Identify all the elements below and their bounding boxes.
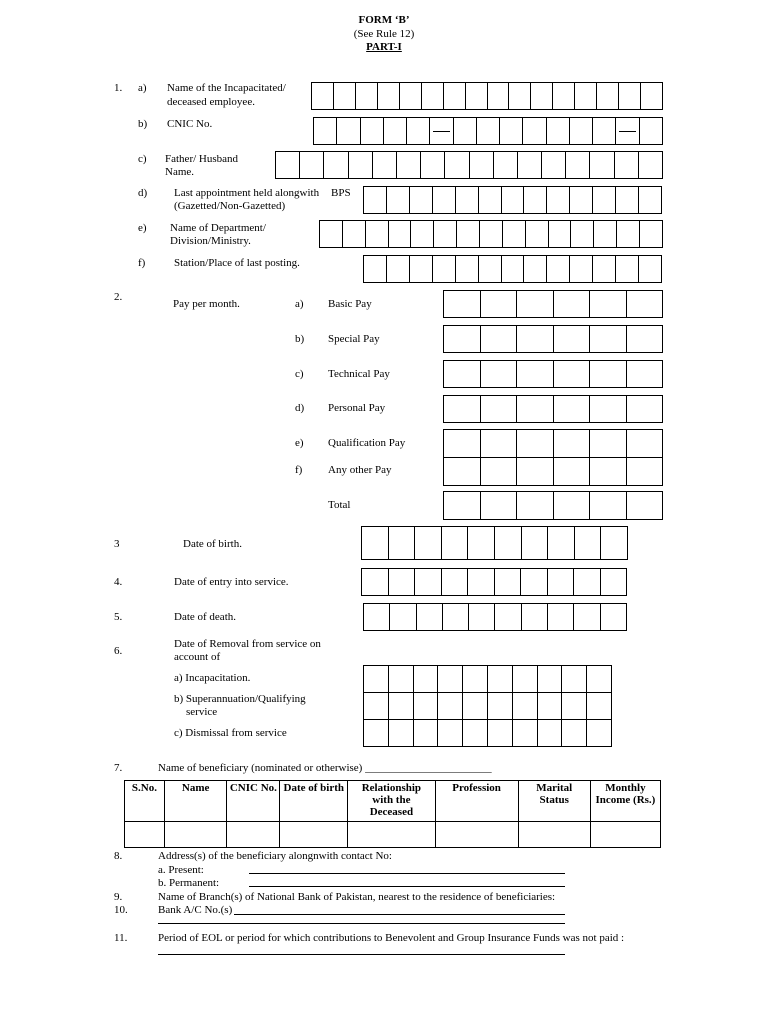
incapacitation-label: a) Incapacitation. [174,672,251,684]
other-pay-boxes[interactable] [443,457,663,486]
qualification-pay-boxes[interactable] [443,429,663,458]
bps-label: BPS [331,187,351,199]
item1e-text1: Name of Department/ [170,222,266,234]
col-profession: Profession [435,781,518,822]
personal-pay-label: Personal Pay [328,402,386,414]
permanent-address-line[interactable] [249,886,565,887]
item10-extra-line[interactable] [158,923,565,924]
incapacitation-boxes[interactable] [363,665,612,693]
item1c-text1: Father/ Husband [165,153,239,165]
present-label: a. Present: [158,864,204,876]
date-of-death-label: Date of death. [174,611,236,623]
item1a-text2: deceased employee. [167,96,255,108]
date-of-entry-boxes[interactable] [361,568,627,596]
item8-number: 8. [114,850,123,862]
item1a-label: a) [138,82,147,94]
item1f-text: Station/Place of last posting. [174,257,300,269]
item7-number: 7. [114,762,123,774]
item1f-label: f) [138,257,146,269]
col-date-of-birth: Date of birth [280,781,348,822]
qualification-pay-label: Qualification Pay [328,437,406,449]
item4-number: 4. [114,576,123,588]
permanent-label: b. Permanent: [158,877,220,889]
technical-pay-boxes[interactable] [443,360,663,388]
address-label: Address(s) of the beneficiary alongnwith contact No: [158,850,392,862]
item1d-text1: Last appointment held alongwith [174,187,320,199]
superannuation-label-1: b) Superannuation/Qualifying [174,693,306,705]
superannuation-label-2: service [186,706,218,718]
item1e-label: e) [138,222,147,234]
other-pay-label: Any other Pay [328,464,392,476]
col-sno: S.No. [125,781,165,822]
appointment-input-boxes[interactable] [363,186,662,214]
name-input-boxes[interactable] [311,82,663,110]
cell-monthly-income[interactable] [590,822,660,848]
item9-number: 9. [114,891,123,903]
cell-profession[interactable] [435,822,518,848]
table-row[interactable] [125,822,661,848]
eol-period-line[interactable] [158,954,565,955]
bank-account-label: Bank A/C No.(s) [158,904,233,916]
item1e-text2: Division/Ministry. [170,235,251,247]
col-name: Name [164,781,227,822]
date-of-entry-label: Date of entry into service. [174,576,289,588]
form-title: FORM ‘B’ [358,14,410,26]
cell-marital-status[interactable] [518,822,590,848]
col-marital-status: Marital Status [518,781,590,822]
cell-name[interactable] [164,822,227,848]
branch-label: Name of Branch(s) of National Bank of Pakistan, nearest to the residence of beneficiaries: [158,891,556,903]
date-of-birth-boxes[interactable] [361,526,628,560]
cell-relationship[interactable] [348,822,435,848]
cell-cnic[interactable] [227,822,280,848]
father-name-input-boxes[interactable] [275,151,663,179]
item5-number: 5. [114,611,123,623]
pay-row-label: a) [295,298,304,310]
item2-number: 2. [114,291,123,303]
basic-pay-label: Basic Pay [328,298,372,310]
item1-number: 1. [114,82,123,94]
total-pay-boxes[interactable] [443,491,663,520]
special-pay-boxes[interactable] [443,325,663,353]
table-header-row [125,781,661,822]
pay-row-label: f) [295,464,303,476]
item6-text2: account of [174,651,221,663]
pay-row-label: b) [295,333,305,345]
item10-number: 10. [114,904,128,916]
total-label: Total [328,499,351,511]
item1a-text1: Name of the Incapacitated/ [167,82,286,94]
item1b-text: CNIC No. [167,118,213,130]
rule-reference: (See Rule 12) [353,28,415,40]
special-pay-label: Special Pay [328,333,380,345]
eol-period-label: Period of EOL or period for which contributions to Benevolent and Group Insurance Funds was not paid : [158,932,625,944]
item3-number: 3 [114,538,120,550]
part-title: PART-I [366,41,402,53]
item11-number: 11. [114,932,128,944]
beneficiary-name-label: Name of beneficiary (nominated or otherwise) _______________________ [158,762,492,774]
col-monthly-income: Monthly Income (Rs.) [590,781,660,822]
pay-row-label: c) [295,368,304,380]
personal-pay-boxes[interactable] [443,395,663,423]
department-input-boxes[interactable] [319,220,663,248]
item1b-label: b) [138,118,148,130]
item6-number: 6. [114,645,123,657]
technical-pay-label: Technical Pay [328,368,390,380]
item1d-label: d) [138,187,148,199]
present-address-line[interactable] [249,873,565,874]
pay-row-label: e) [295,437,304,449]
beneficiary-table [124,780,661,848]
dismissal-boxes[interactable] [363,719,612,747]
bank-account-line[interactable] [234,914,565,915]
col-cnic: CNIC No. [227,781,280,822]
basic-pay-boxes[interactable] [443,290,663,318]
cnic-input-boxes[interactable] [313,117,663,145]
col-relationship: Relationship with the Deceased [348,781,435,822]
item1d-text2: (Gazetted/Non-Gazetted) [174,200,286,212]
cell-date-of-birth[interactable] [280,822,348,848]
station-input-boxes[interactable] [363,255,662,283]
item6-text1: Date of Removal from service on [174,638,321,650]
pay-row-label: d) [295,402,305,414]
date-of-birth-label: Date of birth. [183,538,242,550]
superannuation-boxes[interactable] [363,692,612,720]
dismissal-label: c) Dismissal from service [174,727,287,739]
cell-sno[interactable] [125,822,165,848]
item1c-label: c) [138,153,147,165]
item2-text: Pay per month. [173,298,240,310]
item1c-text2: Name. [165,166,195,178]
date-of-death-boxes[interactable] [363,603,627,631]
